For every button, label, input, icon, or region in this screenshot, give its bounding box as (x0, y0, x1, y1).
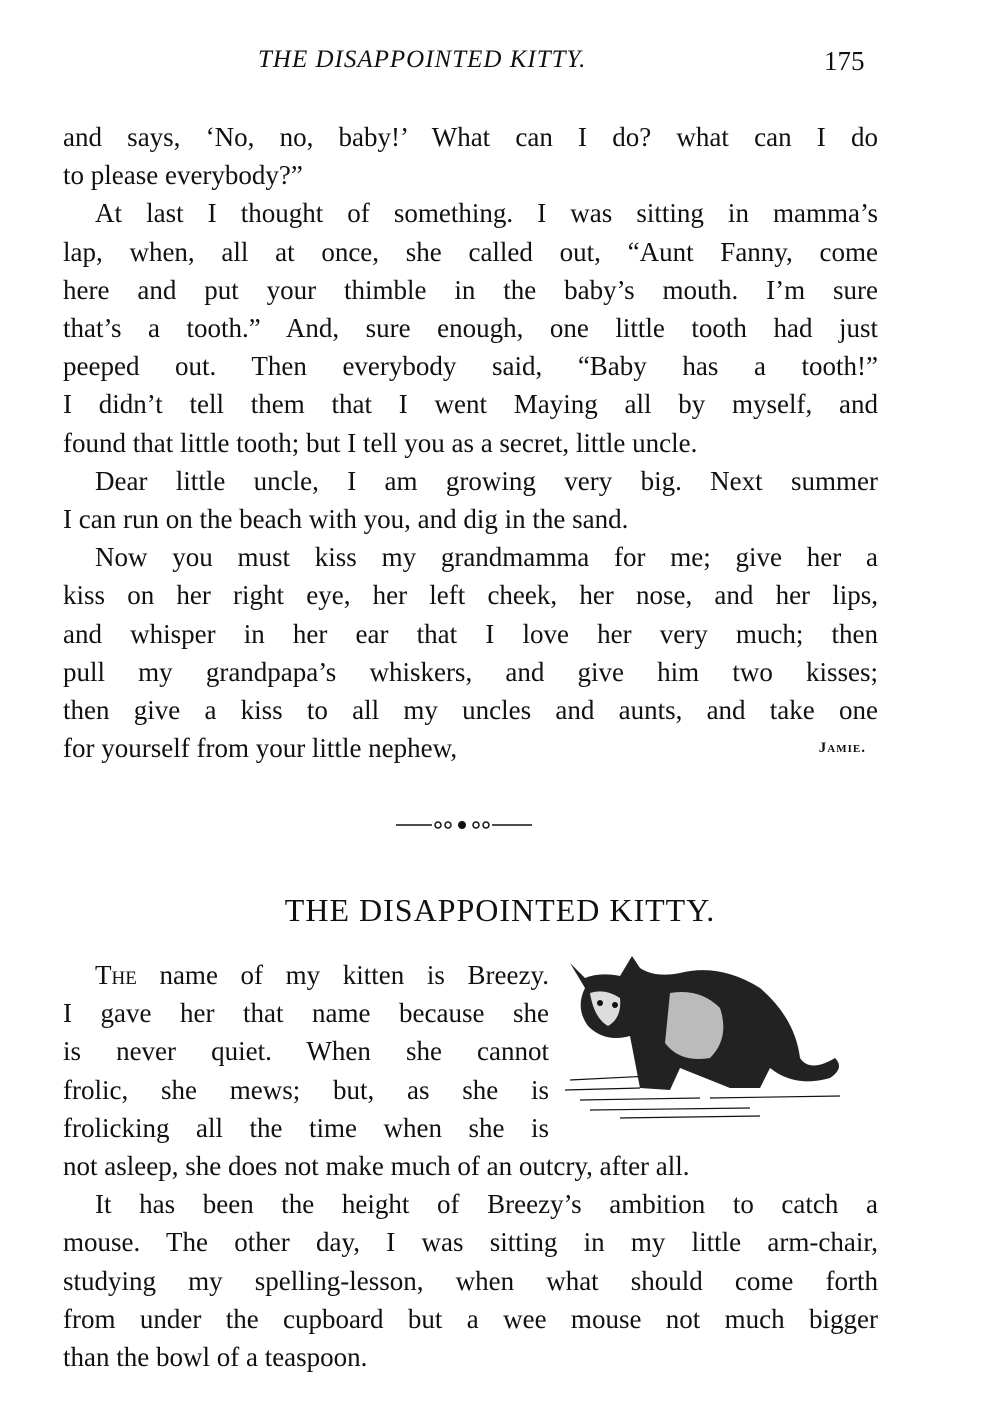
text-line-content: frolicking all the time when she is (63, 1112, 549, 1143)
text-line: that’s a tooth.” And, sure enough, one little tooth had just (63, 313, 878, 344)
text-line (63, 1071, 549, 1109)
text-line (63, 1109, 549, 1147)
text-line (63, 994, 549, 1032)
text-line (63, 956, 549, 994)
page-number: 175 (824, 46, 865, 76)
text-line: than the bowl of a teaspoon. (63, 1342, 368, 1373)
text-line: pull my grandpapa’s whiskers, and give him two kisses; (63, 656, 878, 687)
text-line: found that little tooth; but I tell you as a secret, little uncle. (63, 427, 698, 458)
text-line: here and put your thimble in the baby’s mouth. I’m sure (63, 274, 878, 305)
text-line (63, 1032, 549, 1070)
text-line: studying my spelling-lesson, when what should come forth (63, 1265, 878, 1296)
text-line: to please everybody?” (63, 160, 303, 191)
text-line: and says, ‘No, no, baby!’ What can I do? what can I do (63, 122, 878, 152)
ornament-divider-icon (396, 818, 536, 832)
text-line-content: frolic, she mews; but, as she is (63, 1074, 549, 1105)
text-line: lap, when, all at once, she called out, “Aunt Fanny, come (63, 236, 878, 267)
text-line: I didn’t tell them that I went Maying all by myself, and (63, 389, 878, 420)
text-line: Now you must kiss my grandmamma for me; give her a (95, 542, 878, 573)
text-line: and whisper in her ear that I love her very much; then (63, 618, 878, 649)
text-line: At last I thought of something. I was sitting in mamma’s (95, 198, 878, 229)
signature: Jamie. (818, 740, 866, 757)
text-line: peeped out. Then everybody said, “Baby has a tooth!” (63, 351, 878, 382)
story-text (63, 956, 878, 1376)
drop-word: The (95, 960, 137, 990)
text-line-content: is never quiet. When she cannot (63, 1036, 549, 1067)
text-line: It has been the height of Breezy’s ambition to catch a (95, 1189, 878, 1220)
text-line-content: name of my kitten is Breezy. (136, 960, 549, 990)
running-head: THE DISAPPOINTED KITTY. (258, 46, 587, 73)
text-line: from under the cupboard but a wee mouse not much bigger (63, 1303, 878, 1334)
text-line: kiss on her right eye, her left cheek, her nose, and her lips, (63, 580, 878, 611)
text-line: then give a kiss to all my uncles and aunts, and take one (63, 695, 878, 726)
text-line: for yourself from your little nephew, Jamie. (63, 729, 878, 767)
story-title: THE DISAPPOINTED KITTY. (284, 892, 716, 928)
text-line: I can run on the beach with you, and dig in the sand. (63, 504, 629, 535)
text-line: not asleep, she does not make much of an outcry, after all. (63, 1151, 690, 1182)
letter-text (63, 118, 878, 767)
text-line-content: I gave her that name because she (63, 998, 549, 1029)
text-line: Dear little uncle, I am growing very big. Next summer (95, 465, 878, 496)
text-line: mouse. The other day, I was sitting in my little arm-chair, (63, 1227, 878, 1258)
